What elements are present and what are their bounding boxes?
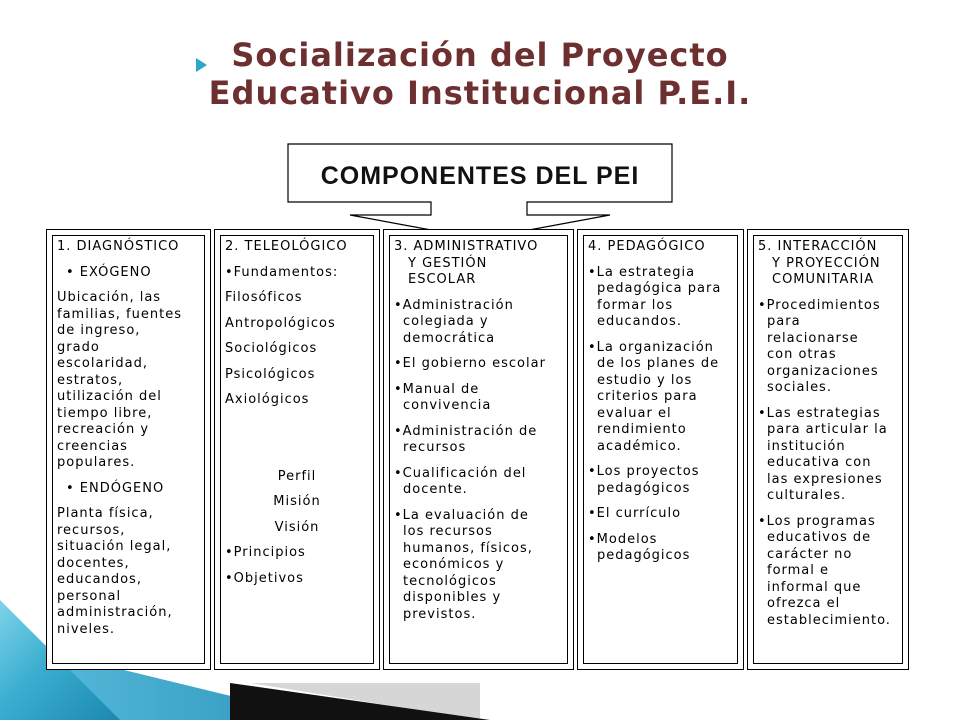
component-line: educandos. <box>597 314 682 329</box>
component-line: docente. <box>403 482 468 497</box>
component-line: económicos y <box>403 557 505 572</box>
component-line: Psicológicos <box>225 366 316 382</box>
component-line: •Cualificación del <box>394 465 527 481</box>
component-heading: 1. DIAGNÓSTICO <box>57 239 180 254</box>
component-box-pedagogico <box>577 229 744 670</box>
component-line: •Administración de <box>394 423 538 439</box>
component-line: relacionarse <box>767 330 859 346</box>
component-line: •La estrategia <box>588 264 696 280</box>
slide-title <box>120 36 840 112</box>
component-box-diagnostico <box>46 229 211 670</box>
component-line: pedagógicos <box>597 548 691 563</box>
component-line: sociales. <box>767 380 832 395</box>
component-line: •Modelos <box>588 531 658 547</box>
component-heading: 3. ADMINISTRATIVO <box>394 239 539 254</box>
component-content <box>389 235 568 664</box>
component-line: •Procedimientos <box>758 297 881 313</box>
component-line: • EXÓGENO <box>66 264 152 280</box>
component-line: con otras <box>767 347 837 362</box>
component-line: carácter no <box>767 546 853 562</box>
component-line: •Principios <box>225 545 306 560</box>
component-line: Planta física, <box>57 506 154 521</box>
component-line: organizaciones <box>767 363 879 379</box>
component-line: para <box>767 314 801 329</box>
component-line: tecnológicos <box>403 573 497 589</box>
component-line: democrática <box>403 330 496 346</box>
component-line: • ENDÓGENO <box>66 480 165 496</box>
component-line: educandos, <box>57 572 142 587</box>
component-heading: Y PROYECCIÓN <box>772 255 881 271</box>
component-line: situación legal, <box>57 539 172 554</box>
component-line: Filosóficos <box>225 290 303 305</box>
component-line: humanos, físicos, <box>403 540 533 556</box>
component-line: estudio y los <box>597 372 693 388</box>
component-line: utilización del <box>57 389 162 404</box>
component-heading: 2. TELEOLÓGICO <box>225 239 348 254</box>
component-line: Axiológicos <box>225 392 310 407</box>
component-line: para articular la <box>767 422 888 437</box>
component-line: Visión <box>274 519 320 535</box>
component-line: familias, fuentes <box>57 306 182 322</box>
component-line: grado <box>57 339 100 355</box>
component-line: personal <box>57 588 122 604</box>
component-heading: Y GESTIÓN <box>408 255 488 271</box>
component-line: institución <box>767 438 846 454</box>
component-line: establecimiento. <box>767 612 891 628</box>
component-line: educativos de <box>767 530 872 545</box>
title-line-1: Socialización del Proyecto <box>231 36 729 74</box>
component-box-interaccion <box>747 229 909 670</box>
component-line: tiempo libre, <box>57 405 153 421</box>
component-box-teleologico <box>214 229 380 670</box>
component-content <box>583 235 738 664</box>
component-content <box>220 235 374 664</box>
component-line: informal que <box>767 579 862 595</box>
component-line: académico. <box>597 438 682 454</box>
header-label: COMPONENTES DEL PEI <box>320 162 640 190</box>
component-line: formar los <box>597 297 674 313</box>
component-line: recreación y <box>57 422 150 437</box>
component-line: ofrezca el <box>767 596 841 611</box>
component-line: previstos. <box>403 606 477 622</box>
component-line: convivencia <box>403 398 492 413</box>
title-line-2: Educativo Institucional P.E.I. <box>208 74 752 112</box>
component-line: evaluar el <box>597 405 672 421</box>
component-line: •El gobierno escolar <box>394 356 546 371</box>
component-line: Perfil <box>277 468 317 484</box>
component-line: formal e <box>767 563 830 578</box>
component-line: recursos, <box>57 522 126 538</box>
component-heading: 5. INTERACCIÓN <box>758 239 878 254</box>
component-line: Sociológicos <box>225 341 318 356</box>
component-line: educativa con <box>767 455 872 470</box>
component-line: Ubicación, las <box>57 290 162 305</box>
component-line: niveles. <box>57 621 116 637</box>
component-heading: 4. PEDAGÓGICO <box>588 239 706 254</box>
component-line: recursos <box>403 440 467 455</box>
component-line: Misión <box>273 494 321 509</box>
component-line: escolaridad, <box>57 356 149 371</box>
component-line: •Los programas <box>758 513 876 529</box>
component-box-administrativo <box>383 229 574 670</box>
component-line: de los planes de <box>597 356 720 371</box>
component-line: •Manual de <box>394 381 480 397</box>
component-line: estratos, <box>57 372 124 388</box>
component-line: creencias <box>57 438 128 454</box>
component-line: •Fundamentos: <box>225 264 339 280</box>
component-content <box>52 235 205 664</box>
component-line: pedagógica para <box>597 281 722 296</box>
component-line: populares. <box>57 455 136 470</box>
component-line: Antropológicos <box>225 315 336 331</box>
component-line: •Las estrategias <box>758 405 881 421</box>
component-line: •Administración <box>394 297 514 313</box>
component-line: pedagógicos <box>597 480 691 496</box>
component-line: criterios para <box>597 389 698 404</box>
component-line: •El currículo <box>588 506 682 521</box>
component-line: los recursos <box>403 524 493 539</box>
component-line: disponibles y <box>403 590 502 605</box>
component-line: docentes, <box>57 555 130 571</box>
component-heading: COMUNITARIA <box>772 272 875 287</box>
component-line: •La organización <box>588 339 714 355</box>
component-line: culturales. <box>767 488 847 503</box>
component-heading: ESCOLAR <box>408 272 477 287</box>
component-line: de ingreso, <box>57 323 141 338</box>
component-line: •La evaluación de <box>394 507 529 523</box>
component-line: rendimiento <box>597 422 687 437</box>
component-line: administración, <box>57 605 173 620</box>
component-content <box>753 235 903 664</box>
component-line: •Los proyectos <box>588 464 700 479</box>
component-line: colegiada y <box>403 314 489 329</box>
component-line: las expresiones <box>767 471 883 487</box>
component-line: •Objetivos <box>225 570 304 586</box>
